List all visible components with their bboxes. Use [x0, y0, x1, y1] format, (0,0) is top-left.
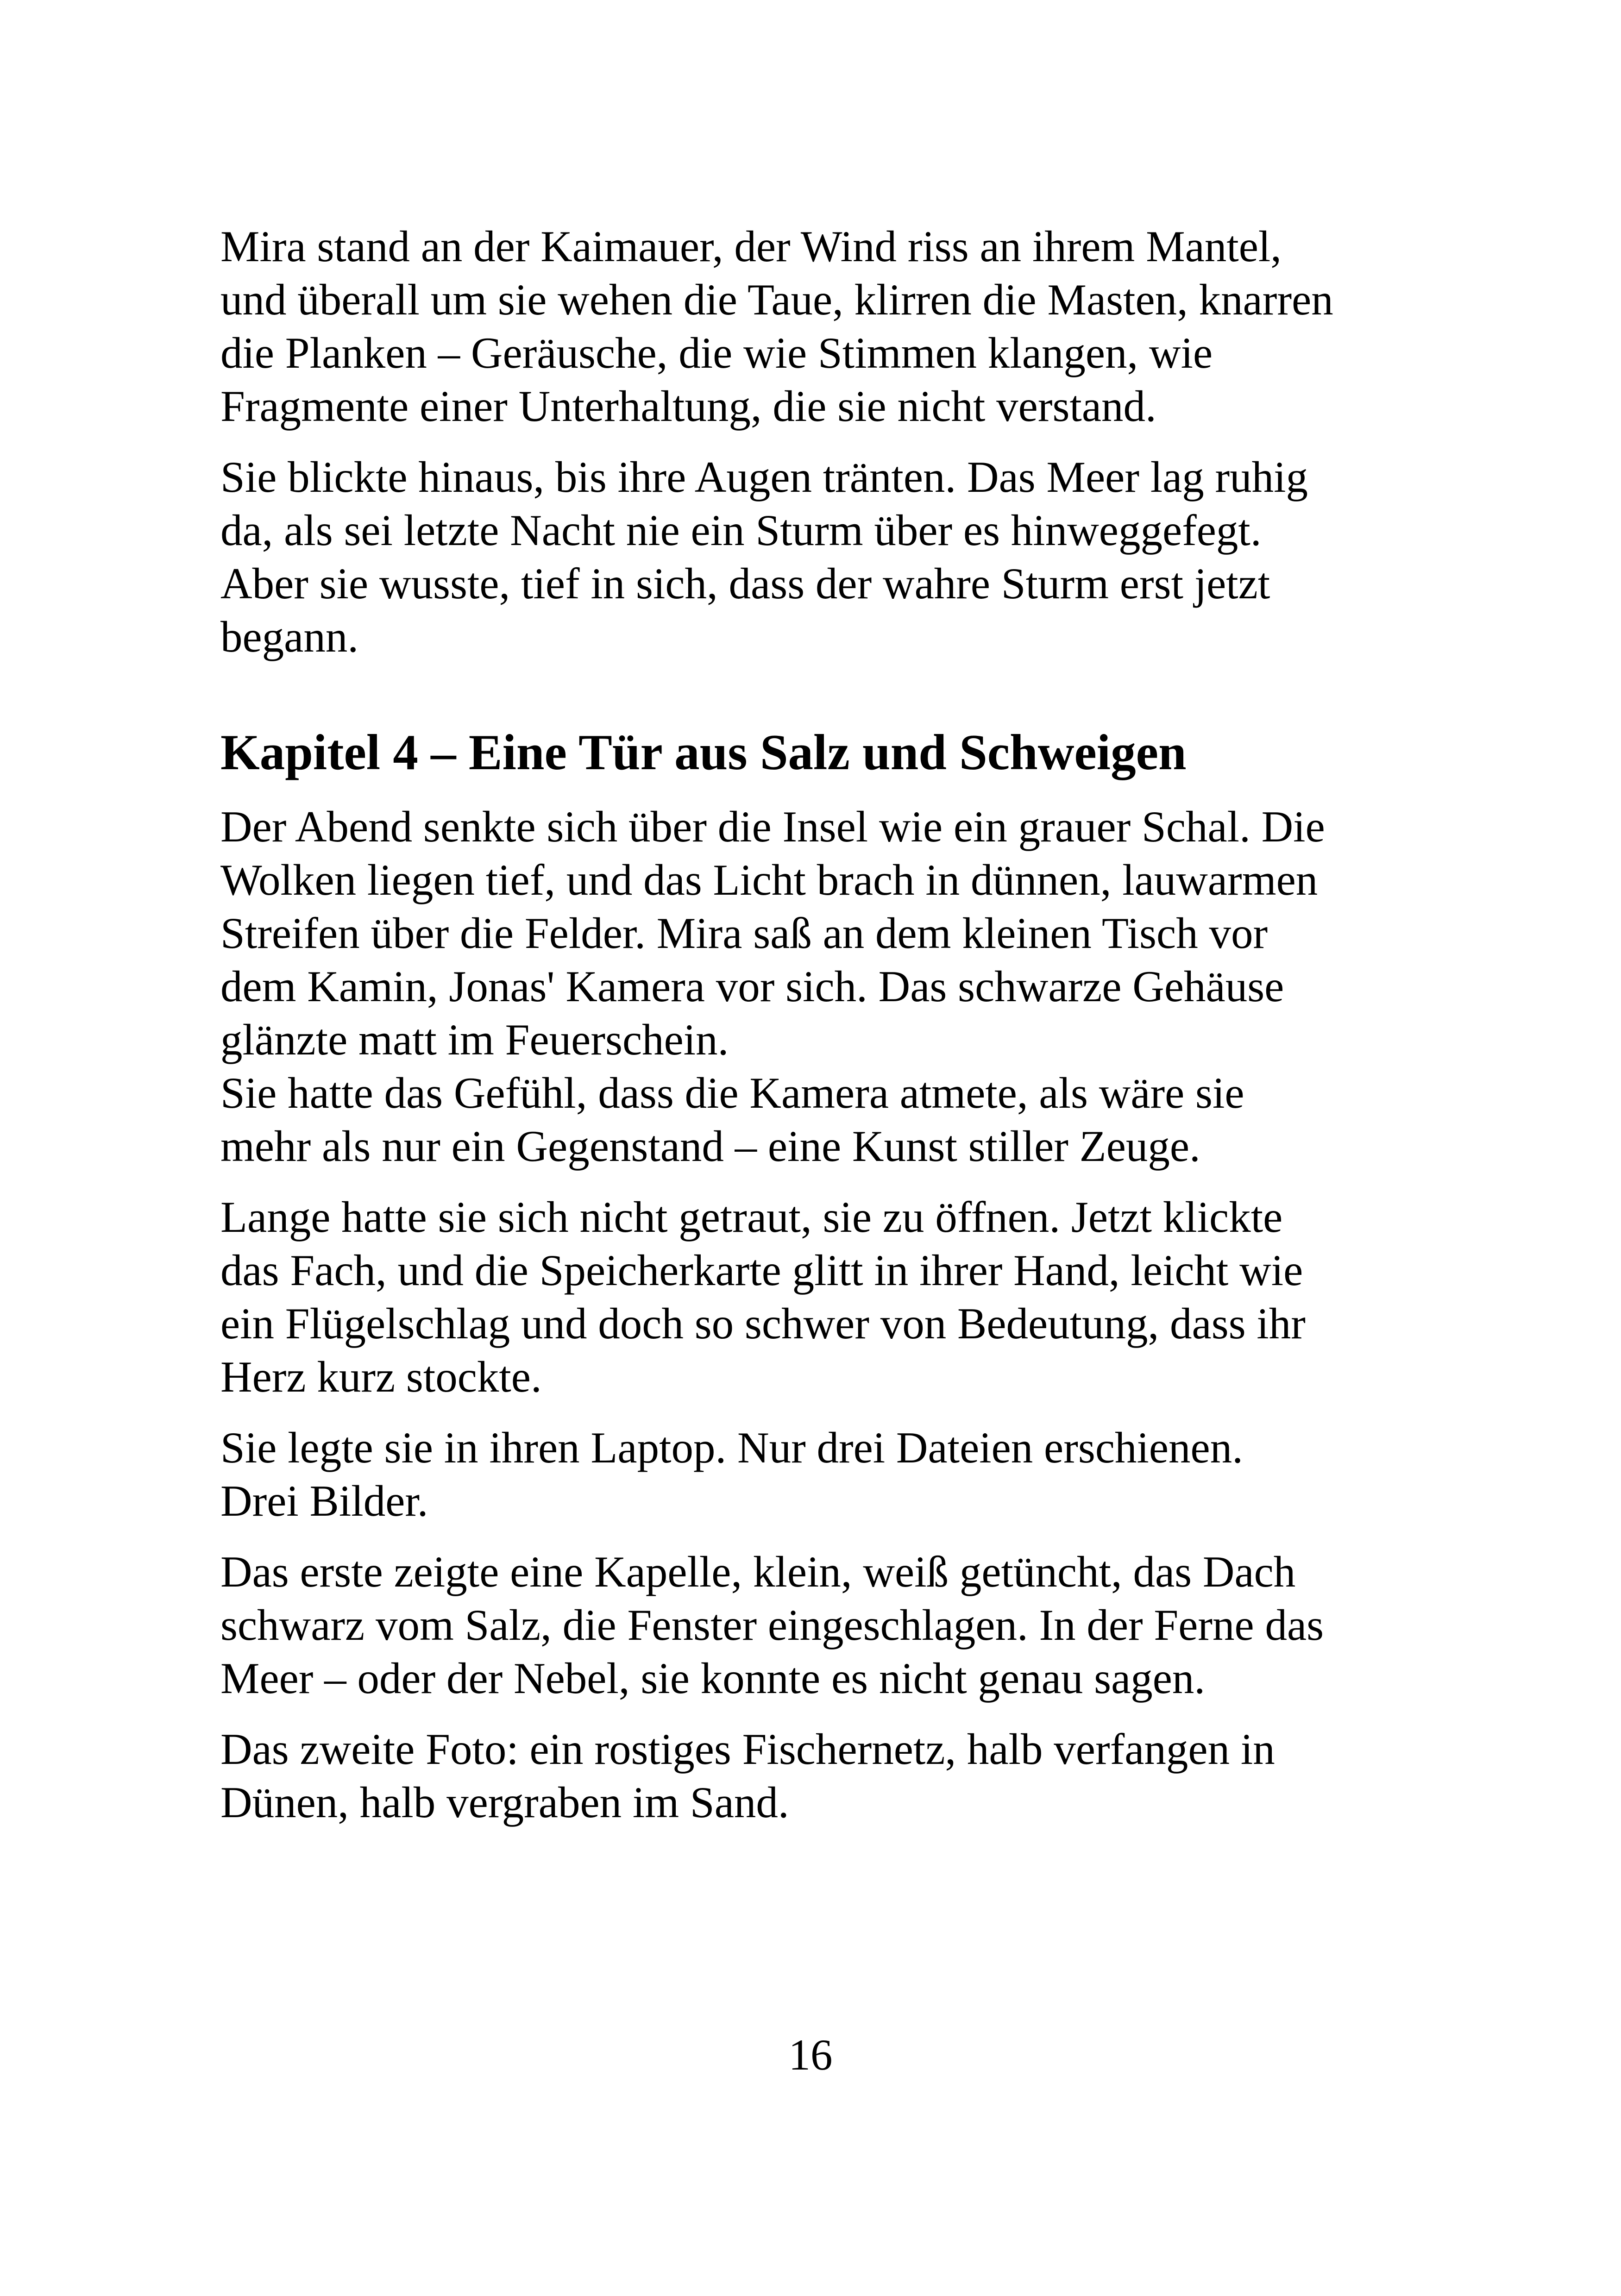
- text-line: Der Abend senkte sich über die Insel wie ein grauer Schal. Die: [220, 802, 1325, 851]
- paragraph: [220, 1545, 1406, 1705]
- text-line: Das erste zeigte eine Kapelle, klein, weiß getüncht, das Dach: [220, 1547, 1296, 1596]
- text-line: das Fach, und die Speicherkarte glitt in ihrer Hand, leicht wie: [220, 1246, 1303, 1295]
- text-line: Herz kurz stockte.: [220, 1352, 542, 1401]
- text-line: und überall um sie wehen die Taue, klirren die Masten, knarren: [220, 275, 1333, 324]
- body-text: [220, 220, 1406, 1847]
- text-line: Meer – oder der Nebel, sie konnte es nicht genau sagen.: [220, 1654, 1206, 1703]
- text-line: Sie blickte hinaus, bis ihre Augen tränten. Das Meer lag ruhig: [220, 452, 1308, 502]
- text-line: Drei Bilder.: [220, 1476, 428, 1525]
- text-line: Fragmente einer Unterhaltung, die sie nicht verstand.: [220, 382, 1156, 431]
- text-line: Dünen, halb vergraben im Sand.: [220, 1778, 789, 1827]
- text-line: da, als sei letzte Nacht nie ein Sturm über es hinweggefegt.: [220, 506, 1262, 555]
- text-line: Lange hatte sie sich nicht getraut, sie zu öffnen. Jetzt klickte: [220, 1192, 1283, 1242]
- text-line: Wolken liegen tief, und das Licht brach in dünnen, lauwarmen: [220, 855, 1318, 904]
- paragraph: [220, 1421, 1406, 1528]
- page-number: 16: [788, 2030, 833, 2079]
- text-line: Sie legte sie in ihren Laptop. Nur drei Dateien erschienen.: [220, 1423, 1243, 1472]
- text-line: Streifen über die Felder. Mira saß an dem kleinen Tisch vor: [220, 909, 1268, 958]
- chapter-heading: Kapitel 4 – Eine Tür aus Salz und Schweigen: [220, 724, 1187, 780]
- text-line: ein Flügelschlag und doch so schwer von Bedeutung, dass ihr: [220, 1299, 1306, 1348]
- paragraph: [220, 1723, 1406, 1829]
- text-line: begann.: [220, 612, 359, 661]
- paragraph: [220, 1191, 1406, 1404]
- text-line: Sie hatte das Gefühl, dass die Kamera atmete, als wäre sie: [220, 1068, 1244, 1117]
- text-line: mehr als nur ein Gegenstand – eine Kunst stiller Zeuge.: [220, 1122, 1200, 1171]
- text-line: Mira stand an der Kaimauer, der Wind riss an ihrem Mantel,: [220, 222, 1282, 271]
- text-line: schwarz vom Salz, die Fenster eingeschlagen. In der Ferne das: [220, 1600, 1324, 1650]
- text-line: die Planken – Geräusche, die wie Stimmen klangen, wie: [220, 328, 1213, 377]
- text-line: dem Kamin, Jonas' Kamera vor sich. Das schwarze Gehäuse: [220, 962, 1284, 1011]
- text-line: Aber sie wusste, tief in sich, dass der wahre Sturm erst jetzt: [220, 559, 1270, 608]
- paragraph: [220, 800, 1406, 1173]
- paragraph: [220, 220, 1406, 433]
- text-line: glänzte matt im Feuerschein.: [220, 1015, 729, 1064]
- text-line: Das zweite Foto: ein rostiges Fischernetz, halb verfangen in: [220, 1725, 1275, 1774]
- paragraph: [220, 451, 1406, 664]
